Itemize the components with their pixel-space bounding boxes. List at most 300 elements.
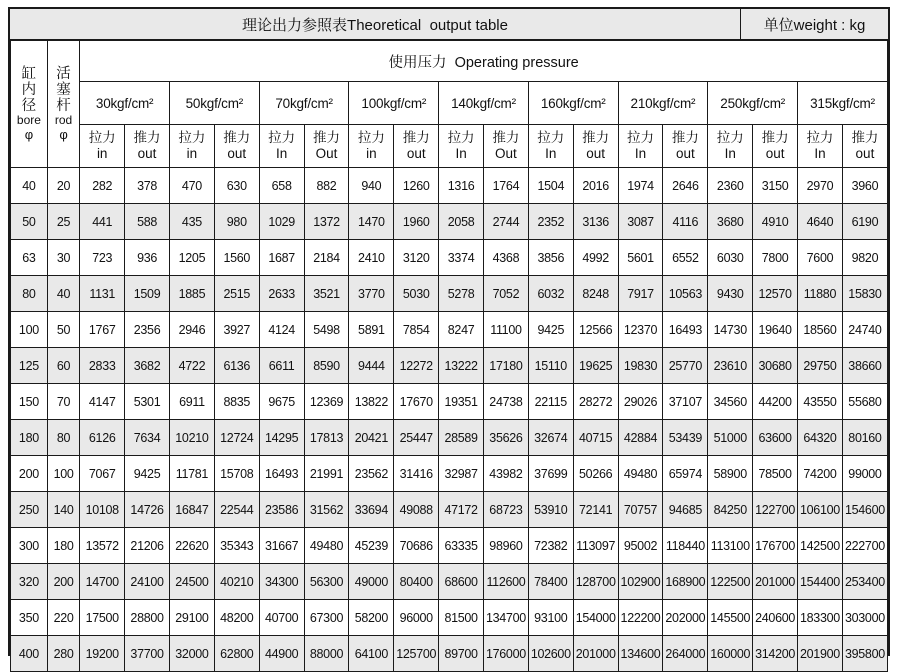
output-value: 1974 <box>618 168 663 204</box>
output-value: 154600 <box>842 492 887 528</box>
table-row <box>11 636 888 672</box>
output-value: 3120 <box>394 240 439 276</box>
output-value: 99000 <box>842 456 887 492</box>
output-value: 6911 <box>169 384 214 420</box>
pressure-header: 30kgf/cm² <box>80 82 170 125</box>
output-value: 118440 <box>663 528 708 564</box>
table-row <box>11 528 888 564</box>
output-value: 23586 <box>259 492 304 528</box>
output-value: 32674 <box>528 420 573 456</box>
bore-value: 250 <box>11 492 48 528</box>
output-value: 7854 <box>394 312 439 348</box>
table-title-bar <box>10 9 888 40</box>
output-value: 5601 <box>618 240 663 276</box>
output-value: 12369 <box>304 384 349 420</box>
bore-value: 63 <box>11 240 48 276</box>
output-value: 17670 <box>394 384 439 420</box>
output-value: 9430 <box>708 276 753 312</box>
rod-value: 20 <box>47 168 79 204</box>
output-value: 74200 <box>798 456 843 492</box>
output-value: 49000 <box>349 564 394 600</box>
output-value: 30680 <box>753 348 798 384</box>
output-value: 17813 <box>304 420 349 456</box>
output-value: 80160 <box>842 420 887 456</box>
bore-value: 180 <box>11 420 48 456</box>
output-value: 2058 <box>439 204 484 240</box>
output-value: 12724 <box>214 420 259 456</box>
output-value: 63335 <box>439 528 484 564</box>
bore-value: 80 <box>11 276 48 312</box>
output-value: 8248 <box>573 276 618 312</box>
output-value: 3856 <box>528 240 573 276</box>
table-row <box>11 384 888 420</box>
bore-header-en: bore <box>16 113 41 128</box>
push-subheader: 推力 out <box>573 125 618 168</box>
pull-subheader: 拉力 In <box>708 125 753 168</box>
pull-subheader: 拉力 in <box>169 125 214 168</box>
output-value: 14726 <box>125 492 170 528</box>
output-value: 48200 <box>214 600 259 636</box>
output-value: 78400 <box>528 564 573 600</box>
output-value: 3374 <box>439 240 484 276</box>
bore-value: 350 <box>11 600 48 636</box>
output-value: 17180 <box>484 348 529 384</box>
output-value: 24740 <box>842 312 887 348</box>
output-value: 6136 <box>214 348 259 384</box>
table-row <box>11 276 888 312</box>
output-value: 23562 <box>349 456 394 492</box>
output-value: 128700 <box>573 564 618 600</box>
output-value: 1687 <box>259 240 304 276</box>
output-value: 1372 <box>304 204 349 240</box>
table-row <box>11 348 888 384</box>
output-value: 94685 <box>663 492 708 528</box>
output-value: 1504 <box>528 168 573 204</box>
output-value: 1470 <box>349 204 394 240</box>
output-value: 5278 <box>439 276 484 312</box>
output-value: 16493 <box>259 456 304 492</box>
output-value: 49088 <box>394 492 439 528</box>
output-value: 113097 <box>573 528 618 564</box>
output-value: 40210 <box>214 564 259 600</box>
output-value: 441 <box>80 204 125 240</box>
output-value: 35626 <box>484 420 529 456</box>
output-value: 62800 <box>214 636 259 672</box>
output-value: 7800 <box>753 240 798 276</box>
output-value: 588 <box>125 204 170 240</box>
output-value: 24738 <box>484 384 529 420</box>
pressure-header: 140kgf/cm² <box>439 82 529 125</box>
output-value: 31562 <box>304 492 349 528</box>
output-value: 49480 <box>304 528 349 564</box>
output-value: 1885 <box>169 276 214 312</box>
table-row <box>11 240 888 276</box>
output-value: 16847 <box>169 492 214 528</box>
bore-value: 125 <box>11 348 48 384</box>
output-value: 5030 <box>394 276 439 312</box>
output-value: 12370 <box>618 312 663 348</box>
output-value: 2970 <box>798 168 843 204</box>
rod-value: 60 <box>47 348 79 384</box>
bore-header-cn: 缸内径 <box>21 65 37 115</box>
table-row <box>11 420 888 456</box>
bore-value: 40 <box>11 168 48 204</box>
output-value: 3927 <box>214 312 259 348</box>
output-value: 49480 <box>618 456 663 492</box>
output-value: 37700 <box>125 636 170 672</box>
output-value: 202000 <box>663 600 708 636</box>
rod-header-cn: 活塞杆 <box>56 65 71 115</box>
output-value: 6126 <box>80 420 125 456</box>
pull-subheader: 拉力 In <box>259 125 304 168</box>
output-value: 10563 <box>663 276 708 312</box>
output-value: 5301 <box>125 384 170 420</box>
pull-subheader: 拉力 in <box>80 125 125 168</box>
output-value: 145500 <box>708 600 753 636</box>
rod-header-symbol: φ <box>59 127 68 143</box>
output-value: 4722 <box>169 348 214 384</box>
output-value: 9444 <box>349 348 394 384</box>
output-value: 23610 <box>708 348 753 384</box>
output-value: 8247 <box>439 312 484 348</box>
output-value: 882 <box>304 168 349 204</box>
output-value: 122200 <box>618 600 663 636</box>
bore-value: 320 <box>11 564 48 600</box>
output-value: 78500 <box>753 456 798 492</box>
output-value: 3521 <box>304 276 349 312</box>
output-value: 38660 <box>842 348 887 384</box>
output-value: 113100 <box>708 528 753 564</box>
output-value: 37699 <box>528 456 573 492</box>
output-value: 7067 <box>80 456 125 492</box>
output-value: 17500 <box>80 600 125 636</box>
output-value: 7917 <box>618 276 663 312</box>
output-value: 24100 <box>125 564 170 600</box>
output-value: 2360 <box>708 168 753 204</box>
output-value: 44900 <box>259 636 304 672</box>
output-value: 37107 <box>663 384 708 420</box>
output-value: 2833 <box>80 348 125 384</box>
output-value: 45239 <box>349 528 394 564</box>
output-value: 2356 <box>125 312 170 348</box>
output-value: 435 <box>169 204 214 240</box>
output-value: 67300 <box>304 600 349 636</box>
output-value: 47172 <box>439 492 484 528</box>
rod-value: 280 <box>47 636 79 672</box>
rod-value: 200 <box>47 564 79 600</box>
output-value: 96000 <box>394 600 439 636</box>
rod-value: 50 <box>47 312 79 348</box>
output-value: 11880 <box>798 276 843 312</box>
output-value: 43982 <box>484 456 529 492</box>
pressure-header: 50kgf/cm² <box>169 82 259 125</box>
output-value: 2946 <box>169 312 214 348</box>
output-value: 89700 <box>439 636 484 672</box>
push-subheader: 推力 out <box>394 125 439 168</box>
pressure-header: 210kgf/cm² <box>618 82 708 125</box>
output-value: 6611 <box>259 348 304 384</box>
output-value: 40700 <box>259 600 304 636</box>
output-value: 56300 <box>304 564 349 600</box>
output-value: 55680 <box>842 384 887 420</box>
output-value: 102600 <box>528 636 573 672</box>
output-value: 19625 <box>573 348 618 384</box>
output-value: 2515 <box>214 276 259 312</box>
rod-value: 140 <box>47 492 79 528</box>
output-value: 50266 <box>573 456 618 492</box>
output-value: 1509 <box>125 276 170 312</box>
output-value: 2410 <box>349 240 394 276</box>
rod-value: 30 <box>47 240 79 276</box>
output-value: 7634 <box>125 420 170 456</box>
output-value: 723 <box>80 240 125 276</box>
output-value: 980 <box>214 204 259 240</box>
output-value: 12570 <box>753 276 798 312</box>
push-subheader: 推力 Out <box>484 125 529 168</box>
output-value: 106100 <box>798 492 843 528</box>
output-value: 4368 <box>484 240 529 276</box>
output-value: 176700 <box>753 528 798 564</box>
output-value: 95002 <box>618 528 663 564</box>
output-value: 29750 <box>798 348 843 384</box>
table-row <box>11 492 888 528</box>
output-value: 12272 <box>394 348 439 384</box>
output-value: 93100 <box>528 600 573 636</box>
output-value: 4640 <box>798 204 843 240</box>
bore-value: 150 <box>11 384 48 420</box>
output-value: 8835 <box>214 384 259 420</box>
pull-subheader: 拉力 In <box>528 125 573 168</box>
output-value: 9425 <box>528 312 573 348</box>
output-value: 134600 <box>618 636 663 672</box>
output-value: 142500 <box>798 528 843 564</box>
output-value: 1316 <box>439 168 484 204</box>
output-value: 2633 <box>259 276 304 312</box>
output-value: 88000 <box>304 636 349 672</box>
output-value: 28272 <box>573 384 618 420</box>
output-value: 4910 <box>753 204 798 240</box>
output-value: 7052 <box>484 276 529 312</box>
output-value: 2646 <box>663 168 708 204</box>
output-value: 32000 <box>169 636 214 672</box>
output-value: 24500 <box>169 564 214 600</box>
output-value: 936 <box>125 240 170 276</box>
output-value: 303000 <box>842 600 887 636</box>
output-value: 31416 <box>394 456 439 492</box>
output-value: 19640 <box>753 312 798 348</box>
output-value: 4147 <box>80 384 125 420</box>
rod-value: 40 <box>47 276 79 312</box>
output-value: 314200 <box>753 636 798 672</box>
output-value: 51000 <box>708 420 753 456</box>
bore-value: 100 <box>11 312 48 348</box>
table-row <box>11 204 888 240</box>
output-value: 22544 <box>214 492 259 528</box>
output-value: 80400 <box>394 564 439 600</box>
pressure-header: 315kgf/cm² <box>798 82 888 125</box>
output-value: 16493 <box>663 312 708 348</box>
output-value: 201000 <box>753 564 798 600</box>
output-value: 2352 <box>528 204 573 240</box>
output-value: 6032 <box>528 276 573 312</box>
output-value: 201900 <box>798 636 843 672</box>
rod-header-en: rod <box>54 113 73 128</box>
output-value: 15110 <box>528 348 573 384</box>
output-value: 22620 <box>169 528 214 564</box>
output-value: 28589 <box>439 420 484 456</box>
output-value: 6030 <box>708 240 753 276</box>
output-value: 1560 <box>214 240 259 276</box>
table-row <box>11 456 888 492</box>
output-value: 33694 <box>349 492 394 528</box>
output-value: 3087 <box>618 204 663 240</box>
output-value: 378 <box>125 168 170 204</box>
table-row <box>11 312 888 348</box>
output-value: 102900 <box>618 564 663 600</box>
output-value: 44200 <box>753 384 798 420</box>
output-value: 53910 <box>528 492 573 528</box>
output-value: 253400 <box>842 564 887 600</box>
output-value: 2016 <box>573 168 618 204</box>
output-data-grid <box>10 40 888 672</box>
output-value: 1764 <box>484 168 529 204</box>
output-value: 11100 <box>484 312 529 348</box>
pressure-header: 160kgf/cm² <box>528 82 618 125</box>
output-value: 68723 <box>484 492 529 528</box>
output-value: 1029 <box>259 204 304 240</box>
output-value: 19200 <box>80 636 125 672</box>
output-value: 18560 <box>798 312 843 348</box>
output-value: 222700 <box>842 528 887 564</box>
output-value: 154400 <box>798 564 843 600</box>
bore-value: 400 <box>11 636 48 672</box>
output-value: 282 <box>80 168 125 204</box>
output-value: 34300 <box>259 564 304 600</box>
output-value: 122500 <box>708 564 753 600</box>
output-value: 5498 <box>304 312 349 348</box>
rod-value: 25 <box>47 204 79 240</box>
rod-value: 100 <box>47 456 79 492</box>
output-value: 63600 <box>753 420 798 456</box>
output-value: 15830 <box>842 276 887 312</box>
rod-value: 220 <box>47 600 79 636</box>
output-value: 29026 <box>618 384 663 420</box>
bore-header-symbol: φ <box>24 127 34 143</box>
output-value: 43550 <box>798 384 843 420</box>
output-value: 168900 <box>663 564 708 600</box>
output-value: 4992 <box>573 240 618 276</box>
output-value: 9675 <box>259 384 304 420</box>
output-value: 81500 <box>439 600 484 636</box>
bore-header <box>11 41 48 168</box>
output-value: 64100 <box>349 636 394 672</box>
rod-value: 80 <box>47 420 79 456</box>
output-value: 2744 <box>484 204 529 240</box>
output-value: 4116 <box>663 204 708 240</box>
output-value: 35343 <box>214 528 259 564</box>
output-value: 3682 <box>125 348 170 384</box>
output-value: 201000 <box>573 636 618 672</box>
rod-header <box>47 41 79 168</box>
output-value: 72382 <box>528 528 573 564</box>
output-value: 98960 <box>484 528 529 564</box>
output-value: 125700 <box>394 636 439 672</box>
rod-value: 70 <box>47 384 79 420</box>
output-value: 134700 <box>484 600 529 636</box>
output-value: 72141 <box>573 492 618 528</box>
push-subheader: 推力 out <box>214 125 259 168</box>
output-value: 4124 <box>259 312 304 348</box>
output-value: 58900 <box>708 456 753 492</box>
output-value: 112600 <box>484 564 529 600</box>
output-value: 19830 <box>618 348 663 384</box>
output-value: 1131 <box>80 276 125 312</box>
output-value: 1260 <box>394 168 439 204</box>
output-value: 14295 <box>259 420 304 456</box>
output-value: 40715 <box>573 420 618 456</box>
output-value: 240600 <box>753 600 798 636</box>
pull-subheader: 拉力 in <box>349 125 394 168</box>
output-value: 3150 <box>753 168 798 204</box>
output-value: 14700 <box>80 564 125 600</box>
output-value: 20421 <box>349 420 394 456</box>
table-row <box>11 168 888 204</box>
bore-value: 200 <box>11 456 48 492</box>
output-value: 25770 <box>663 348 708 384</box>
output-value: 14730 <box>708 312 753 348</box>
output-value: 21206 <box>125 528 170 564</box>
output-value: 5891 <box>349 312 394 348</box>
bore-value: 300 <box>11 528 48 564</box>
output-value: 122700 <box>753 492 798 528</box>
push-subheader: 推力 out <box>842 125 887 168</box>
table-title: 理论出力参照表Theoretical output table <box>242 16 508 34</box>
output-value: 154000 <box>573 600 618 636</box>
push-subheader: 推力 out <box>125 125 170 168</box>
output-value: 13222 <box>439 348 484 384</box>
output-value: 13822 <box>349 384 394 420</box>
output-value: 9425 <box>125 456 170 492</box>
output-value: 65974 <box>663 456 708 492</box>
output-value: 1767 <box>80 312 125 348</box>
output-value: 10210 <box>169 420 214 456</box>
output-value: 10108 <box>80 492 125 528</box>
output-value: 25447 <box>394 420 439 456</box>
pull-subheader: 拉力 In <box>618 125 663 168</box>
output-value: 42884 <box>618 420 663 456</box>
output-value: 630 <box>214 168 259 204</box>
output-value: 1205 <box>169 240 214 276</box>
output-value: 70757 <box>618 492 663 528</box>
output-value: 6190 <box>842 204 887 240</box>
output-value: 13572 <box>80 528 125 564</box>
output-value: 2184 <box>304 240 349 276</box>
output-value: 34560 <box>708 384 753 420</box>
theoretical-output-table <box>8 7 890 661</box>
output-value: 68600 <box>439 564 484 600</box>
bore-value: 50 <box>11 204 48 240</box>
output-value: 395800 <box>842 636 887 672</box>
output-value: 15708 <box>214 456 259 492</box>
output-value: 658 <box>259 168 304 204</box>
output-value: 176000 <box>484 636 529 672</box>
output-value: 3136 <box>573 204 618 240</box>
output-value: 12566 <box>573 312 618 348</box>
rod-value: 180 <box>47 528 79 564</box>
output-value: 53439 <box>663 420 708 456</box>
output-value: 64320 <box>798 420 843 456</box>
output-value: 29100 <box>169 600 214 636</box>
